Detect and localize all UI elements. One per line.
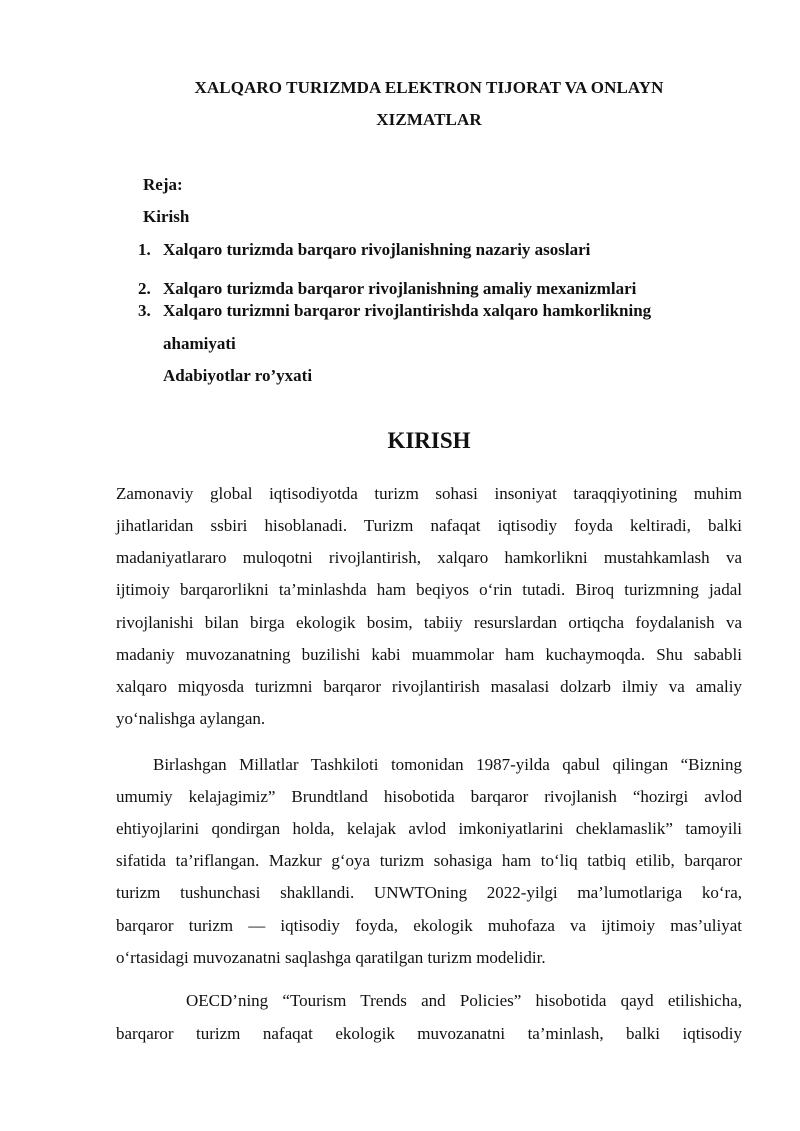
paragraph1-line: jihatlaridan ssbiri hisoblanadi. Turizm nafaqat iqtisodiy foyda keltiradi, balki bbox=[116, 516, 742, 535]
plan-references: Adabiyotlar ro’yxati bbox=[163, 366, 313, 385]
paragraph1-line: Zamonaviy global iqtisodiyotda turizm sohasi insoniyat taraqqiyotining muhim bbox=[116, 484, 742, 503]
document-title-line2: XIZMATLAR bbox=[376, 110, 482, 129]
plan-label: Reja: bbox=[143, 175, 183, 194]
plan-item-1-number: 1. bbox=[138, 240, 151, 259]
paragraph2-line: ehtiyojlarini qondirgan holda, kelajak avlod imkoniyatlarini cheklamaslik” tamoyili bbox=[116, 819, 742, 838]
paragraph2-line: sifatida ta’riflangan. Mazkur g‘oya turizm sohasiga ham to‘liq tatbiq etilib, barqaror bbox=[116, 851, 742, 870]
section-heading: KIRISH bbox=[387, 428, 471, 453]
paragraph3-line: barqaror turizm nafaqat ekologik muvozanatni ta’minlash, balki iqtisodiy bbox=[116, 1024, 742, 1043]
paragraph1-line: yo‘nalishga aylangan. bbox=[116, 709, 266, 728]
paragraph1-line: madaniyatlararo muloqotni rivojlantirish, xalqaro hamkorlikni mustahkamlash va bbox=[116, 548, 742, 567]
plan-item-2: Xalqaro turizmda barqaror rivojlanishning amaliy mexanizmlari bbox=[163, 279, 637, 298]
paragraph2-line: Birlashgan Millatlar Tashkiloti tomonidan 1987-yilda qabul qilingan “Bizning bbox=[153, 755, 742, 774]
paragraph1-line: rivojlanishi bilan birga ekologik bosim, tabiiy resurslardan ortiqcha foydalanish va bbox=[116, 613, 742, 632]
plan-item-2-number: 2. bbox=[138, 279, 151, 298]
plan-item-1: Xalqaro turizmda barqaro rivojlanishning nazariy asoslari bbox=[163, 240, 591, 259]
paragraph3-line: OECD’ning “Tourism Trends and Policies” hisobotida qayd etilishicha, bbox=[186, 991, 742, 1010]
plan-item-3: Xalqaro turizmni barqaror rivojlantirishda xalqaro hamkorlikning bbox=[163, 301, 652, 320]
paragraph1-line: madaniy muvozanatning buzilishi kabi muammolar ham kuchaymoqda. Shu sababli bbox=[116, 645, 742, 664]
plan-item-3-number: 3. bbox=[138, 301, 151, 320]
paragraph1-line: xalqaro miqyosda turizmni barqaror rivojlantirish masalasi dolzarb ilmiy va amaliy bbox=[116, 677, 742, 696]
paragraph2-line: o‘rtasidagi muvozanatni saqlashga qaratilgan turizm modelidir. bbox=[116, 948, 546, 967]
paragraph2-line: turizm tushunchasi shakllandi. UNWTOning 2022-yilgi ma’lumotlariga ko‘ra, bbox=[116, 883, 742, 902]
document-title-line1: XALQARO TURIZMDA ELEKTRON TIJORAT VA ONLAYN bbox=[194, 78, 664, 97]
paragraph2-line: umumiy kelajagimiz” Brundtland hisobotida barqaror rivojlanish “hozirgi avlod bbox=[116, 787, 742, 806]
paragraph1-line: ijtimoiy barqarorlikni ta’minlashda ham beqiyos o‘rin tutadi. Biroq turizmning jadal bbox=[116, 580, 742, 599]
plan-item-3-continued: ahamiyati bbox=[163, 334, 236, 353]
paragraph2-line: barqaror turizm — iqtisodiy foyda, ekologik muhofaza va ijtimoiy mas’uliyat bbox=[116, 916, 742, 935]
plan-intro: Kirish bbox=[143, 207, 190, 226]
